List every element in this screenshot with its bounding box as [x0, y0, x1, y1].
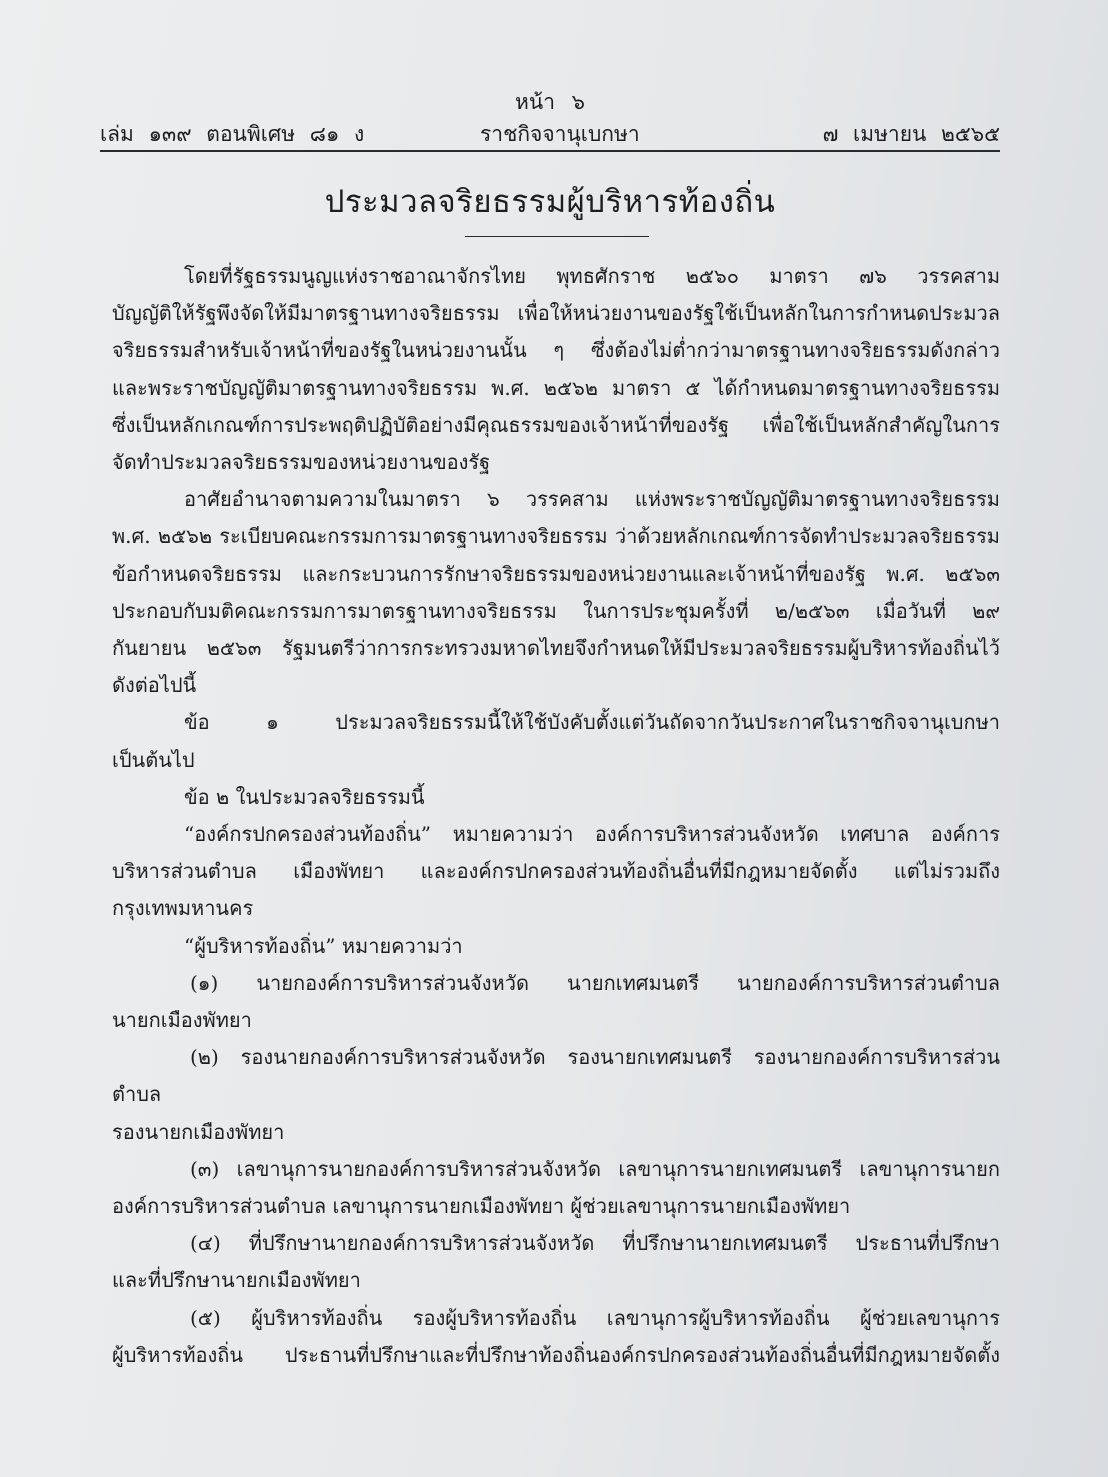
body-line: (๒) รองนายกองค์การบริหารส่วนจังหวัด รองนายกเทศมนตรี รองนายกองค์การบริหารส่วนตำบล	[112, 1045, 1000, 1107]
body-line: องค์การบริหารส่วนตำบล เลขานุการนายกเมืองพัทยา ผู้ช่วยเลขานุการนายกเมืองพัทยา	[112, 1194, 851, 1219]
body-line: ข้อกำหนดจริยธรรม และกระบวนการรักษาจริยธรรมของหน่วยงานและเจ้าหน้าที่ของรัฐ พ.ศ. ๒๕๖๓	[112, 561, 1000, 586]
body-line: ข้อ ๒ ในประมวลจริยธรรมนี้	[184, 784, 425, 809]
body-line: (๔) ที่ปรึกษานายกองค์การบริหารส่วนจังหวัด ที่ปรึกษานายกเทศมนตรี ประธานที่ปรึกษา	[190, 1231, 1000, 1256]
body-line: จัดทำประมวลจริยธรรมของหน่วยงานของรัฐ	[112, 450, 491, 475]
body-line: รองนายกเมืองพัทยา	[112, 1119, 285, 1144]
body-line: นายกเมืองพัทยา	[112, 1008, 252, 1033]
body-line: และพระราชบัญญัติมาตรฐานทางจริยธรรม พ.ศ. ๒๕๖๒ มาตรา ๕ ได้กำหนดมาตรฐานทางจริยธรรม	[112, 375, 1000, 400]
body-line: จริยธรรมสำหรับเจ้าหน้าที่ของรัฐในหน่วยงานนั้น ๆ ซึ่งต้องไม่ต่ำกว่ามาตรฐานทางจริยธรรมดังกล่าว	[112, 338, 1000, 363]
body-line: เป็นต้นไป	[112, 747, 195, 772]
title-underline	[465, 236, 649, 237]
header-divider	[100, 150, 1000, 152]
body-line: กรุงเทพมหานคร	[112, 896, 254, 921]
body-line: (๓) เลขานุการนายกองค์การบริหารส่วนจังหวัด เลขานุการนายกเทศมนตรี เลขานุการนายก	[190, 1156, 1000, 1181]
document-body	[112, 258, 1000, 1374]
gazette-header	[100, 86, 1000, 150]
body-line: และที่ปรึกษานายกเมืองพัทยา	[112, 1268, 361, 1293]
body-line: ผู้บริหารท้องถิ่น ประธานที่ปรึกษาและที่ปรึกษาท้องถิ่นองค์กรปกครองส่วนท้องถิ่นอื่นที่มีกฎหมายจัดตั้ง	[112, 1342, 1000, 1367]
body-line: ซึ่งเป็นหลักเกณฑ์การประพฤติปฏิบัติอย่างมีคุณธรรมของเจ้าหน้าที่ของรัฐ เพื่อใช้เป็นหลักสำคัญในการ	[112, 412, 1000, 437]
publication-name: ราชกิจจานุเบกษา	[480, 122, 640, 146]
page-number: หน้า ๖	[515, 90, 585, 114]
document-title: ประมวลจริยธรรมผู้บริหารท้องถิ่น	[324, 184, 776, 220]
body-line: กันยายน ๒๕๖๓ รัฐมนตรีว่าการกระทรวงมหาดไทยจึงกำหนดให้มีประมวลจริยธรรมผู้บริหารท้องถิ่นไว้	[112, 636, 1000, 661]
publication-date: ๗ เมษายน ๒๕๖๕	[822, 122, 1000, 146]
volume-issue: เล่ม ๑๓๙ ตอนพิเศษ ๘๑ ง	[100, 122, 365, 146]
body-line: บริหารส่วนตำบล เมืองพัทยา และองค์กรปกครองส่วนท้องถิ่นอื่นที่มีกฎหมายจัดตั้ง แต่ไม่รวมถึง	[112, 859, 1000, 884]
body-line: โดยที่รัฐธรรมนูญแห่งราชอาณาจักรไทย พุทธศักราช ๒๕๖๐ มาตรา ๗๖ วรรคสาม	[184, 264, 1001, 288]
body-line: ประกอบกับมติคณะกรรมการมาตรฐานทางจริยธรรม ในการประชุมครั้งที่ ๒/๒๕๖๓ เมื่อวันที่ ๒๙	[112, 598, 1000, 623]
body-line: (๑) นายกองค์การบริหารส่วนจังหวัด นายกเทศมนตรี นายกองค์การบริหารส่วนตำบล	[190, 970, 1000, 995]
body-line: ข้อ ๑ ประมวลจริยธรรมนี้ให้ใช้บังคับตั้งแต่วันถัดจากวันประกาศในราชกิจจานุเบกษา	[184, 710, 1000, 735]
body-line: (๕) ผู้บริหารท้องถิ่น รองผู้บริหารท้องถิ่น เลขานุการผู้บริหารท้องถิ่น ผู้ช่วยเลขานุการ	[190, 1305, 1000, 1330]
body-line: “ผู้บริหารท้องถิ่น” หมายความว่า	[184, 933, 463, 958]
body-line: ดังต่อไปนี้	[112, 673, 197, 698]
body-line: อาศัยอำนาจตามความในมาตรา ๖ วรรคสาม แห่งพระราชบัญญัติมาตรฐานทางจริยธรรม	[184, 487, 1000, 512]
body-line: พ.ศ. ๒๕๖๒ ระเบียบคณะกรรมการมาตรฐานทางจริยธรรม ว่าด้วยหลักเกณฑ์การจัดทำประมวลจริยธรรม	[112, 524, 1000, 549]
body-line: บัญญัติให้รัฐพึงจัดให้มีมาตรฐานทางจริยธรรม เพื่อให้หน่วยงานของรัฐใช้เป็นหลักในการกำหนดประมวล	[112, 301, 1000, 326]
body-line: “องค์กรปกครองส่วนท้องถิ่น” หมายความว่า องค์การบริหารส่วนจังหวัด เทศบาล องค์การ	[184, 822, 1000, 847]
